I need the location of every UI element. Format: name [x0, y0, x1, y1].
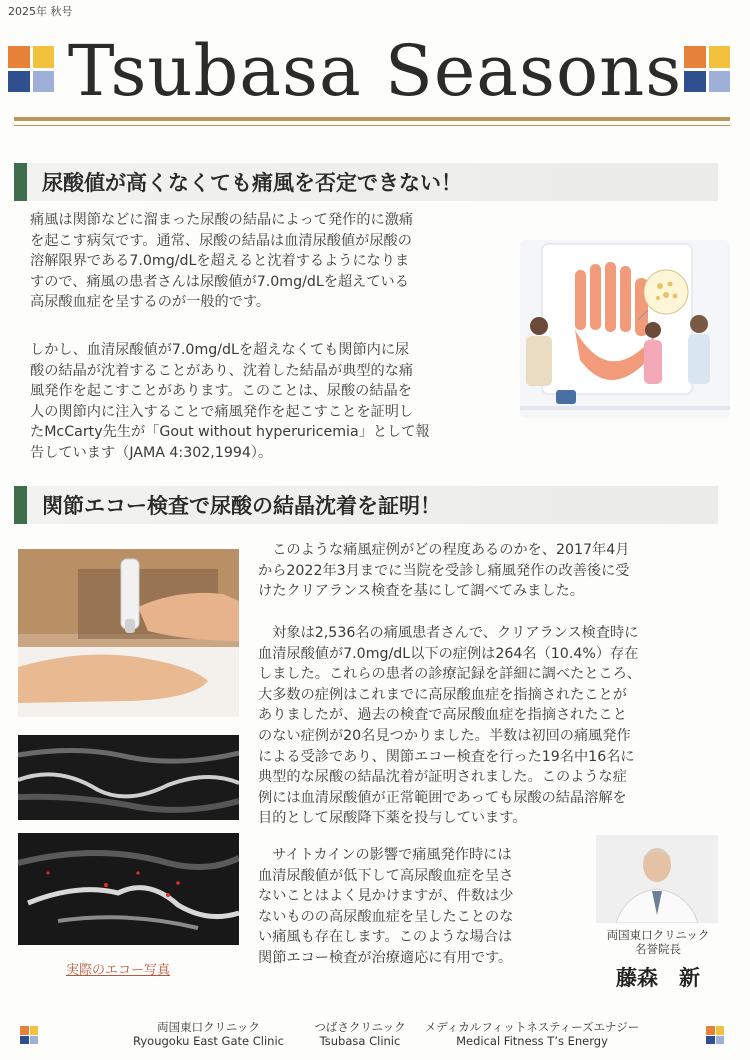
text-line: サイトカインの影響で痛風発作時には [258, 847, 512, 863]
footer-logo-left [20, 1026, 38, 1044]
doctor-signature: 藤森 新 [616, 965, 700, 990]
issue-label: 2025年 秋号 [8, 5, 73, 18]
heading-accent [14, 486, 27, 524]
photo-caption: 実際のエコー写真 [66, 963, 171, 978]
masthead-title: Tsubasa Seasons [67, 30, 683, 112]
ultrasound-image-1 [18, 735, 239, 820]
clinic-name-en: Medical Fitness T’s Energy [456, 1034, 608, 1048]
text-line: すので、痛風の患者さんは尿酸値が7.0mg/dLを超えている [30, 273, 409, 290]
text-line: 関節エコー検査が治療適応に有用です。 [258, 949, 513, 966]
footer-logo-right [706, 1026, 724, 1044]
text-line: 風発作を起こすことがあります。このことは、尿酸の結晶を [30, 383, 412, 400]
text-line: 目的として尿酸降下薬を投与しています。 [258, 810, 527, 827]
section1-paragraph2 [30, 340, 510, 464]
text-line: 対象は2,536名の痛風患者さんで、クリアランス検査時に [258, 625, 639, 641]
text-line: ないことはよく見かけますが、件数は少 [258, 888, 514, 905]
text-line: による受診であり、関節エコー検査を行った19名中16名に [258, 748, 635, 765]
text-line: 大多数の症例はこれまでに高尿酸血症を指摘されたことが [258, 686, 627, 703]
clinic-name-ja: 両国東口クリニック [157, 1020, 260, 1034]
text-line: このような痛風症例がどの程度あるのかを、2017年4月 [258, 542, 630, 558]
text-line: のない症例が20名見つかりました。半数は初回の痛風発作 [258, 727, 631, 744]
text-line: 告しています（JAMA 4:302,1994）。 [30, 444, 273, 461]
text-line: けたクリアランス検査を基にして調べてみました。 [258, 583, 584, 600]
text-line: 典型的な尿酸の結晶沈着が証明されました。このような症 [258, 769, 627, 786]
doctor-portrait [596, 835, 718, 923]
gout-illustration [520, 240, 730, 418]
section1-heading-bar [14, 163, 718, 201]
section1-heading: 尿酸値が高くなくても痛風を否定できない！ [42, 171, 462, 195]
text-line: ないものの高尿酸血症を呈したことのな [258, 908, 514, 925]
text-line: を起こす病気です。通常、尿酸の結晶は血清尿酸値が尿酸の [30, 232, 412, 249]
footer-clinic-fitness [422, 1020, 642, 1048]
text-line: 酸の結晶が沈着することがあり、沈着した結晶が典型的な痛 [30, 362, 414, 379]
text-line: 高尿酸血症を呈するのが一般的です。 [30, 294, 271, 311]
doctor-caption [590, 928, 726, 956]
heading-accent [14, 163, 27, 201]
doctor-affiliation: 両国東口クリニック [606, 928, 710, 942]
section1-paragraph1 [30, 210, 510, 313]
clinic-name-ja: メディカルフィットネスティーズエナジー [424, 1020, 640, 1034]
text-line: しました。これらの患者の診療記録を詳細に調べたところ、 [258, 666, 642, 683]
text-line: ありましたが、過去の検査で高尿酸血症を指摘されたこと [258, 707, 627, 724]
text-line: たMcCarty先生が「Gout without hyperuricemia」として報 [30, 424, 430, 441]
text-line: 痛風は関節などに溜まった尿酸の結晶によって発作的に激痛 [30, 212, 414, 228]
masthead-rule [14, 117, 730, 121]
text-line: 血清尿酸値が低下して高尿酸血症を呈さ [258, 867, 514, 884]
text-line: い痛風も存在します。このような場合は [258, 929, 513, 946]
clinic-name-en: Tsubasa Clinic [319, 1034, 401, 1048]
footer-clinic-tsubasa [305, 1020, 415, 1048]
clinic-name-en: Ryougoku East Gate Clinic [133, 1034, 284, 1048]
text-line: 人の関節内に注入することで痛風発作を起こすことを証明し [30, 403, 414, 420]
ultrasound-image-2 [18, 833, 239, 945]
section2-paragraph3 [258, 845, 588, 969]
text-line: 溶解限界である7.0mg/dLを超えると沈着するようになりま [30, 253, 410, 270]
masthead-rule-thin [14, 125, 730, 126]
text-line: から2022年3月までに当院を受診し痛風発作の改善後に受 [258, 562, 630, 579]
text-line: しかし、血清尿酸値が7.0mg/dLを超えなくても関節内に尿 [30, 342, 410, 358]
section2-paragraph2 [258, 623, 728, 829]
doctor-title: 名誉院長 [635, 942, 681, 956]
ultrasound-exam-photo [18, 549, 239, 717]
footer-clinic-ryougoku [126, 1020, 291, 1048]
section2-paragraph1 [258, 540, 728, 602]
text-line: 例には血清尿酸値が正常範囲であっても尿酸の結晶溶解を [258, 789, 627, 806]
text-line: 血清尿酸値が7.0mg/dL以下の症例は264名（10.4%）存在 [258, 645, 639, 662]
clinic-name-ja: つばさクリニック [314, 1020, 406, 1034]
section2-heading-bar [14, 486, 718, 524]
section2-heading: 関節エコー検査で尿酸の結晶沈着を証明！ [42, 494, 441, 518]
